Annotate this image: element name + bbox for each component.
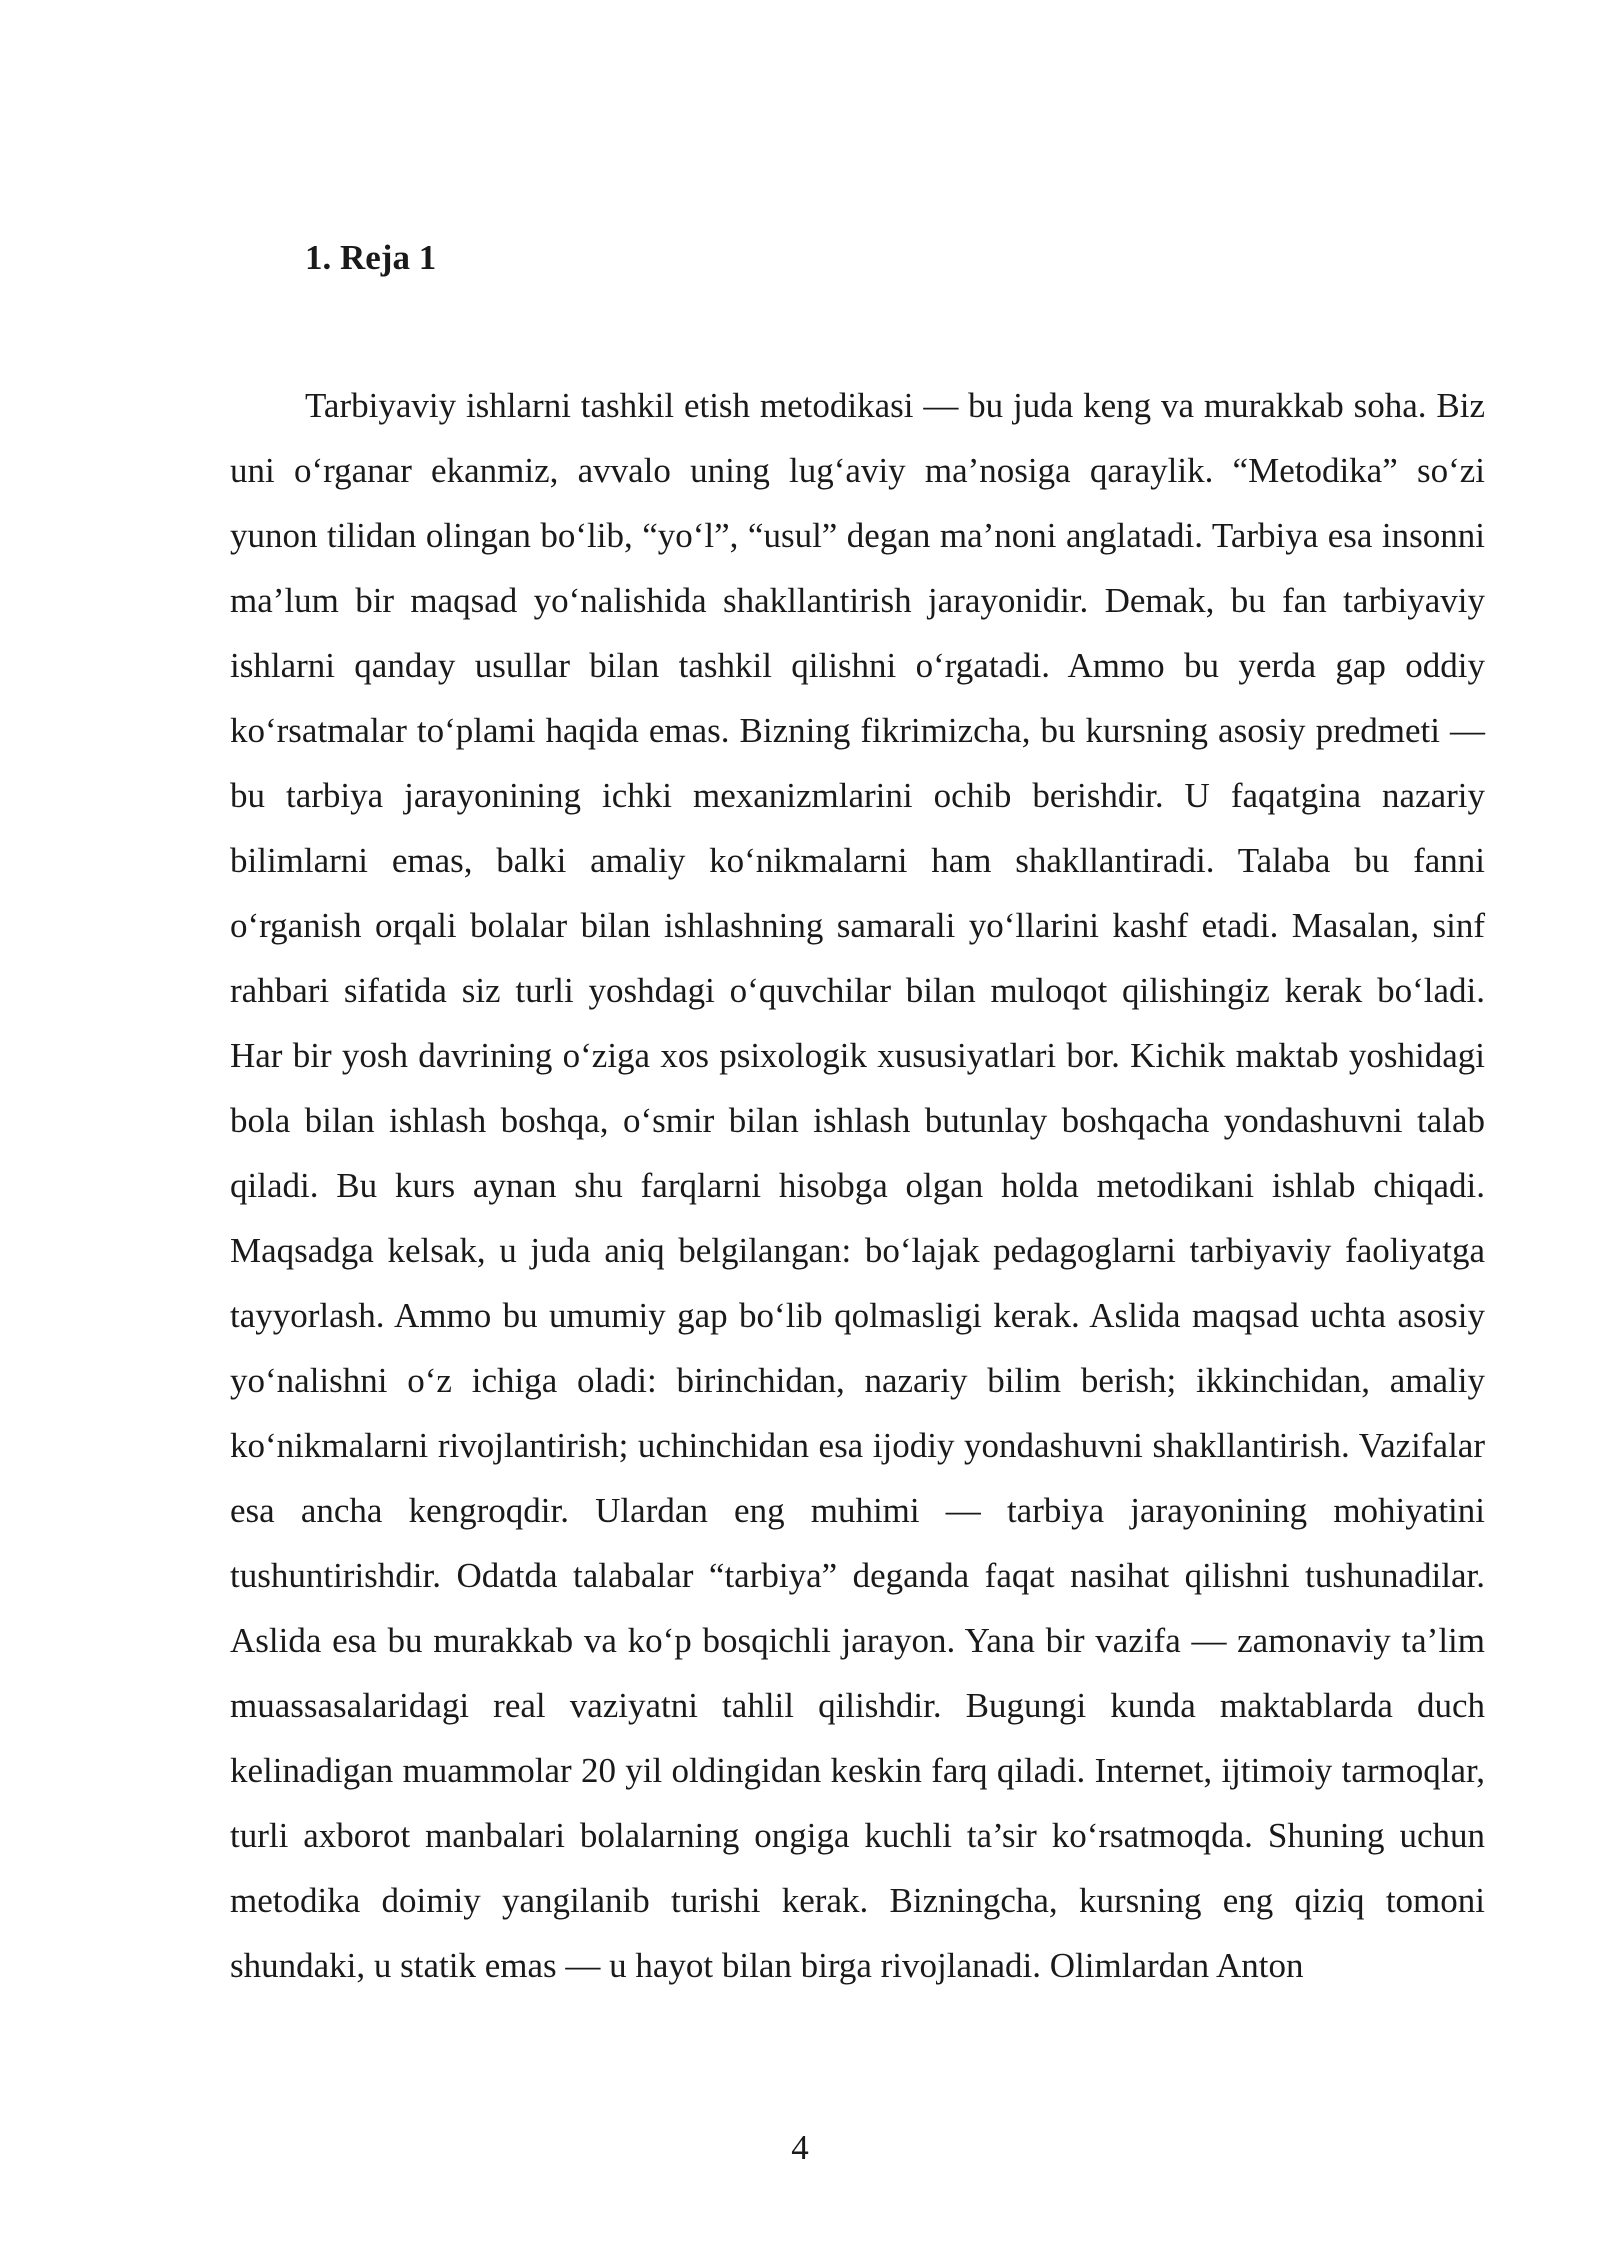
page-number: 4 (791, 2128, 809, 2167)
body-paragraph: Tarbiyaviy ishlarni tashkil etish metodikasi — bu juda keng va murakkab soha. Biz uni o‘rganar ekanmiz, avvalo uning lug‘aviy ma’nosiga qaraylik. “Metodika” so‘zi yunon tilidan olingan bo‘lib, “yo‘l”, “usul” degan ma’noni anglatadi. Tarbiya esa insonni ma’lum bir maqsad yo‘nalishida shakllantirish jarayonidir. Demak, bu fan tarbiyaviy ishlarni qanday usullar bilan tashkil qilishni o‘rgatadi. Ammo bu yerda gap oddiy ko‘rsatmalar to‘plami haqida emas. Bizning fikrimizcha, bu kursning asosiy predmeti — bu tarbiya jarayonining ichki mexanizmlarini ochib berishdir. U faqatgina nazariy bilimlarni emas, balki amaliy ko‘nikmalarni ham shakllantiradi. Talaba bu fanni o‘rganish orqali bolalar bilan ishlashning samarali yo‘llarini kashf etadi. Masalan, sinf rahbari sifatida siz turli yoshdagi o‘quvchilar bilan muloqot qilishingiz kerak bo‘ladi. Har bir yosh davrining o‘ziga xos psixologik xususiyatlari bor. Kichik maktab yoshidagi bola bilan ishlash boshqa, o‘smir bilan ishlash butunlay boshqacha yondashuvni talab qiladi. Bu kurs aynan shu farqlarni hisobga olgan holda metodikani ishlab chiqadi. Maqsadga kelsak, u juda aniq belgilangan: bo‘lajak pedagoglarni tarbiyaviy faoliyatga tayyorlash. Ammo bu umumiy gap bo‘lib qolmasligi kerak. Aslida maqsad uchta asosiy yo‘nalishni o‘z ichiga oladi: birinchidan, nazariy bilim berish; ikkinchidan, amaliy ko‘nikmalarni rivojlantirish; uchinchidan esa ijodiy yondashuvni shakllantirish. Vazifalar esa ancha kengroqdir. Ulardan eng muhimi — tarbiya jarayonining mohiyatini tushuntirishdir. Odatda talabalar “tarbiya” deganda faqat nasihat qilishni tushunadilar. Aslida esa bu murakkab va ko‘p bosqichli jarayon. Yana bir vazifa — zamonaviy ta’lim muassasalaridagi real vaziyatni tahlil qilishdir. Bugungi kunda maktablarda duch kelinadigan muammolar 20 yil oldingidan keskin farq qiladi. Internet, ijtimoiy tarmoqlar, turli axborot manbalari bolalarning ongiga kuchli ta’sir ko‘rsatmoqda. Shuning uchun metodika doimiy yangilanib turishi kerak. Bizningcha, kursning eng qiziq tomoni shundaki, u statik emas — u hayot bilan birga rivojlanadi. Olimlardan Anton (230, 386, 1485, 1985)
section-heading: 1. Reja 1 (305, 238, 437, 277)
